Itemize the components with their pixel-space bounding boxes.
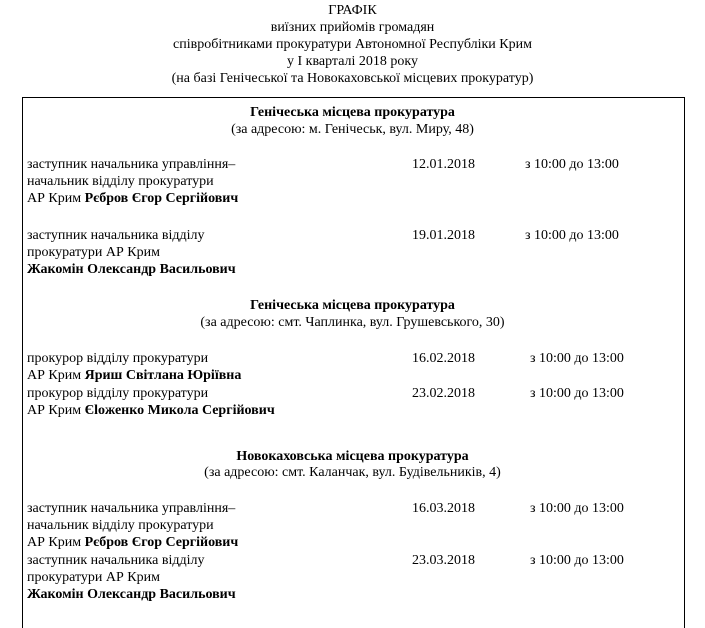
section-title: Генічеська місцева прокуратура (250, 105, 455, 120)
entry-position-line (27, 402, 275, 419)
section-address: (за адресою: смт. Каланчак, вул. Будівельників, 4) (204, 465, 501, 480)
entry-date: 23.03.2018 (412, 553, 475, 568)
document-title: ГРАФІК (328, 3, 377, 18)
entry-position-line: прокуратури АР Крим (27, 570, 160, 585)
document-subtitle-period: у I кварталі 2018 року (286, 54, 419, 69)
entry-date: 16.03.2018 (412, 501, 475, 516)
document-subtitle-org: співробітниками прокуратури Автономної Республіки Крим (173, 37, 532, 52)
entry-time: з 10:00 до 13:00 (530, 501, 624, 516)
schedule-entry (27, 552, 236, 603)
entry-time: з 10:00 до 13:00 (530, 386, 624, 401)
entry-position-line: заступник начальника управління– (27, 157, 236, 172)
entry-position-line (27, 367, 241, 384)
entry-person-name: Яриш Світлана Юріївна (84, 368, 242, 383)
section-title: Генічеська місцева прокуратура (250, 298, 455, 313)
entry-time: з 10:00 до 13:00 (530, 553, 624, 568)
schedule-entry (27, 350, 241, 384)
section-address: (за адресою: смт. Чаплинка, вул. Грушевського, 30) (200, 315, 505, 330)
section-title: Новокаховська місцева прокуратура (236, 449, 469, 464)
entry-date: 23.02.2018 (412, 386, 475, 401)
entry-date: 16.02.2018 (412, 351, 475, 366)
entry-date: 12.01.2018 (412, 157, 475, 172)
entry-position-prefix: АР Крим (27, 535, 85, 550)
schedule-entry (27, 385, 275, 419)
entry-position-prefix: АР Крим (27, 191, 85, 206)
entry-person-name: Жакомін Олександр Васильович (27, 262, 236, 277)
entry-person-name: Рєбров Єгор Сергійович (84, 535, 239, 550)
entry-position-line: заступник начальника відділу (27, 228, 205, 243)
entry-time: з 10:00 до 13:00 (525, 228, 619, 243)
schedule-entry (27, 156, 238, 207)
entry-time: з 10:00 до 13:00 (530, 351, 624, 366)
entry-date: 19.01.2018 (412, 228, 475, 243)
schedule-entry (27, 500, 238, 551)
entry-position-line: заступник начальника відділу (27, 553, 205, 568)
entry-person-name: Рєбров Єгор Сергійович (84, 191, 239, 206)
schedule-entry (27, 227, 236, 278)
section-address: (за адресою: м. Генічеськ, вул. Миру, 48) (231, 122, 474, 137)
document-subtitle-note: (на базі Генічеської та Новокаховської місцевих прокуратур) (171, 71, 534, 86)
entry-position-line: заступник начальника управління– (27, 501, 236, 516)
entry-position-prefix: АР Крим (27, 368, 85, 383)
entry-position-line: начальник відділу прокуратури (27, 174, 214, 189)
entry-position-line: прокурор відділу прокуратури (27, 351, 209, 366)
entry-time: з 10:00 до 13:00 (525, 157, 619, 172)
entry-position-line: начальник відділу прокуратури (27, 518, 214, 533)
entry-position-line (27, 190, 238, 207)
entry-position-prefix: АР Крим (27, 403, 85, 418)
entry-person-name: Єloженко Микола Сергійович (84, 403, 275, 418)
entry-person-name: Жакомін Олександр Васильович (27, 587, 236, 602)
entry-position-line: прокуратури АР Крим (27, 245, 160, 260)
document-subtitle: виїзних прийомів громадян (270, 20, 435, 35)
entry-position-line: прокурор відділу прокуратури (27, 386, 209, 401)
entry-position-line (27, 534, 238, 551)
